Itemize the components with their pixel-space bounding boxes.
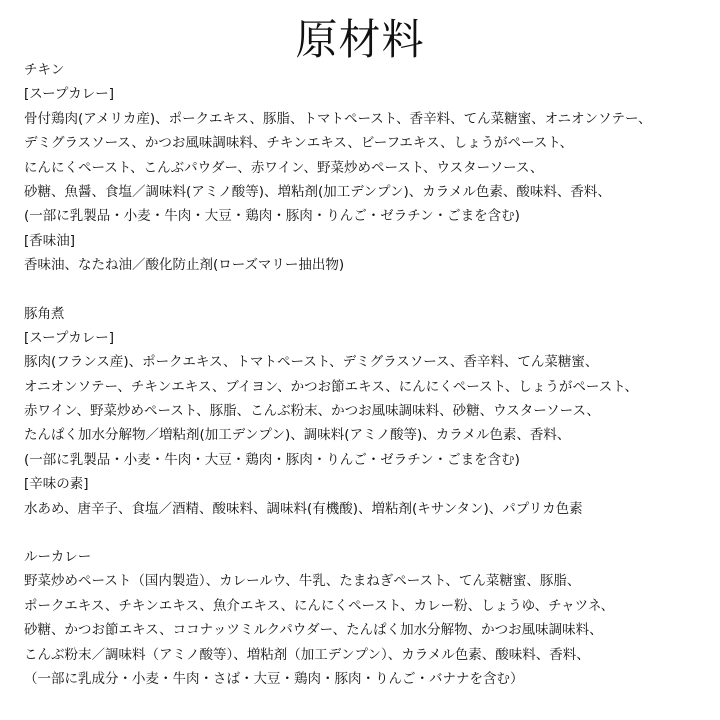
section-chicken [24, 58, 714, 278]
allergen-line: （一部に乳成分・小麦・牛肉・さば・大豆・鶏肉・豚肉・りんご・バナナを含む） [24, 670, 524, 687]
sub-heading: [香味油] [24, 232, 76, 249]
ingredient-line: 砂糖、かつお節エキス、ココナッツミルクパウダー、たんぱく加水分解物、かつお風味調味料、 [24, 622, 603, 639]
sub-heading: [スープカレー] [24, 329, 115, 346]
section-name: 豚角煮 [24, 305, 65, 322]
ingredient-line: ポークエキス、チキンエキス、魚介エキス、にんにくペースト、カレー粉、しょうゆ、チャツネ、 [24, 597, 615, 614]
ingredient-line: 水あめ、唐辛子、食塩／酒精、酸味料、調味料(有機酸)、増粘剤(キサンタン)、パプリカ色素 [24, 500, 583, 517]
section-pork-kakuni [24, 302, 714, 522]
page-title: 原材料 [295, 15, 425, 64]
section-spacer [24, 278, 714, 302]
section-name: ルーカレー [24, 549, 92, 566]
ingredient-line: こんぶ粉末／調味料（アミノ酸等）、増粘剤（加工デンプン）、カラメル色素、酸味料、香料、 [24, 646, 590, 663]
ingredient-line: 赤ワイン、野菜炒めペースト、豚脂、こんぶ粉末、かつお風味調味料、砂糖、ウスターソース、 [24, 403, 600, 420]
ingredient-line: たんぱく加水分解物／増粘剤(加工デンプン)、調味料(アミノ酸等)、カラメル色素、香料、 [24, 427, 571, 444]
section-roux-curry [24, 545, 714, 691]
sub-heading: [スープカレー] [24, 86, 115, 103]
allergen-line: (一部に乳製品・小麦・牛肉・大豆・鶏肉・豚肉・りんご・ゼラチン・ごまを含む) [24, 208, 520, 225]
ingredients-content [24, 58, 714, 691]
section-spacer [24, 521, 714, 545]
ingredient-line: デミグラスソース、かつお風味調味料、チキンエキス、ビーフエキス、しょうがペースト、 [24, 135, 574, 152]
section-name: チキン [24, 62, 65, 78]
ingredient-line: オニオンソテー、チキンエキス、ブイヨン、かつお節エキス、にんにくペースト、しょうがペースト、 [24, 378, 638, 395]
allergen-line: (一部に乳製品・小麦・牛肉・大豆・鶏肉・豚肉・りんご・ゼラチン・ごまを含む) [24, 451, 520, 468]
ingredient-line: 香味油、なたね油／酸化防止剤(ローズマリー抽出物) [24, 257, 345, 274]
sub-heading: [辛味の素] [24, 476, 89, 493]
ingredient-line: 骨付鶏肉(アメリカ産)、ポークエキス、豚脂、トマトペースト、香辛料、てん菜糖蜜、オニオンソテー、 [24, 110, 652, 127]
ingredient-line: 砂糖、魚醤、食塩／調味料(アミノ酸等)、増粘剤(加工デンプン)、カラメル色素、酸味料、香料、 [24, 183, 611, 200]
ingredient-line: 豚肉(フランス産)、ポークエキス、トマトペースト、デミグラスソース、香辛料、てん菜糖蜜、 [24, 354, 599, 371]
ingredient-line: 野菜炒めペースト（国内製造）、カレールウ、牛乳、たまねぎペースト、てん菜糖蜜、豚脂、 [24, 573, 581, 590]
ingredient-line: にんにくペースト、こんぶパウダー、赤ワイン、野菜炒めペースト、ウスターソース、 [24, 159, 544, 176]
